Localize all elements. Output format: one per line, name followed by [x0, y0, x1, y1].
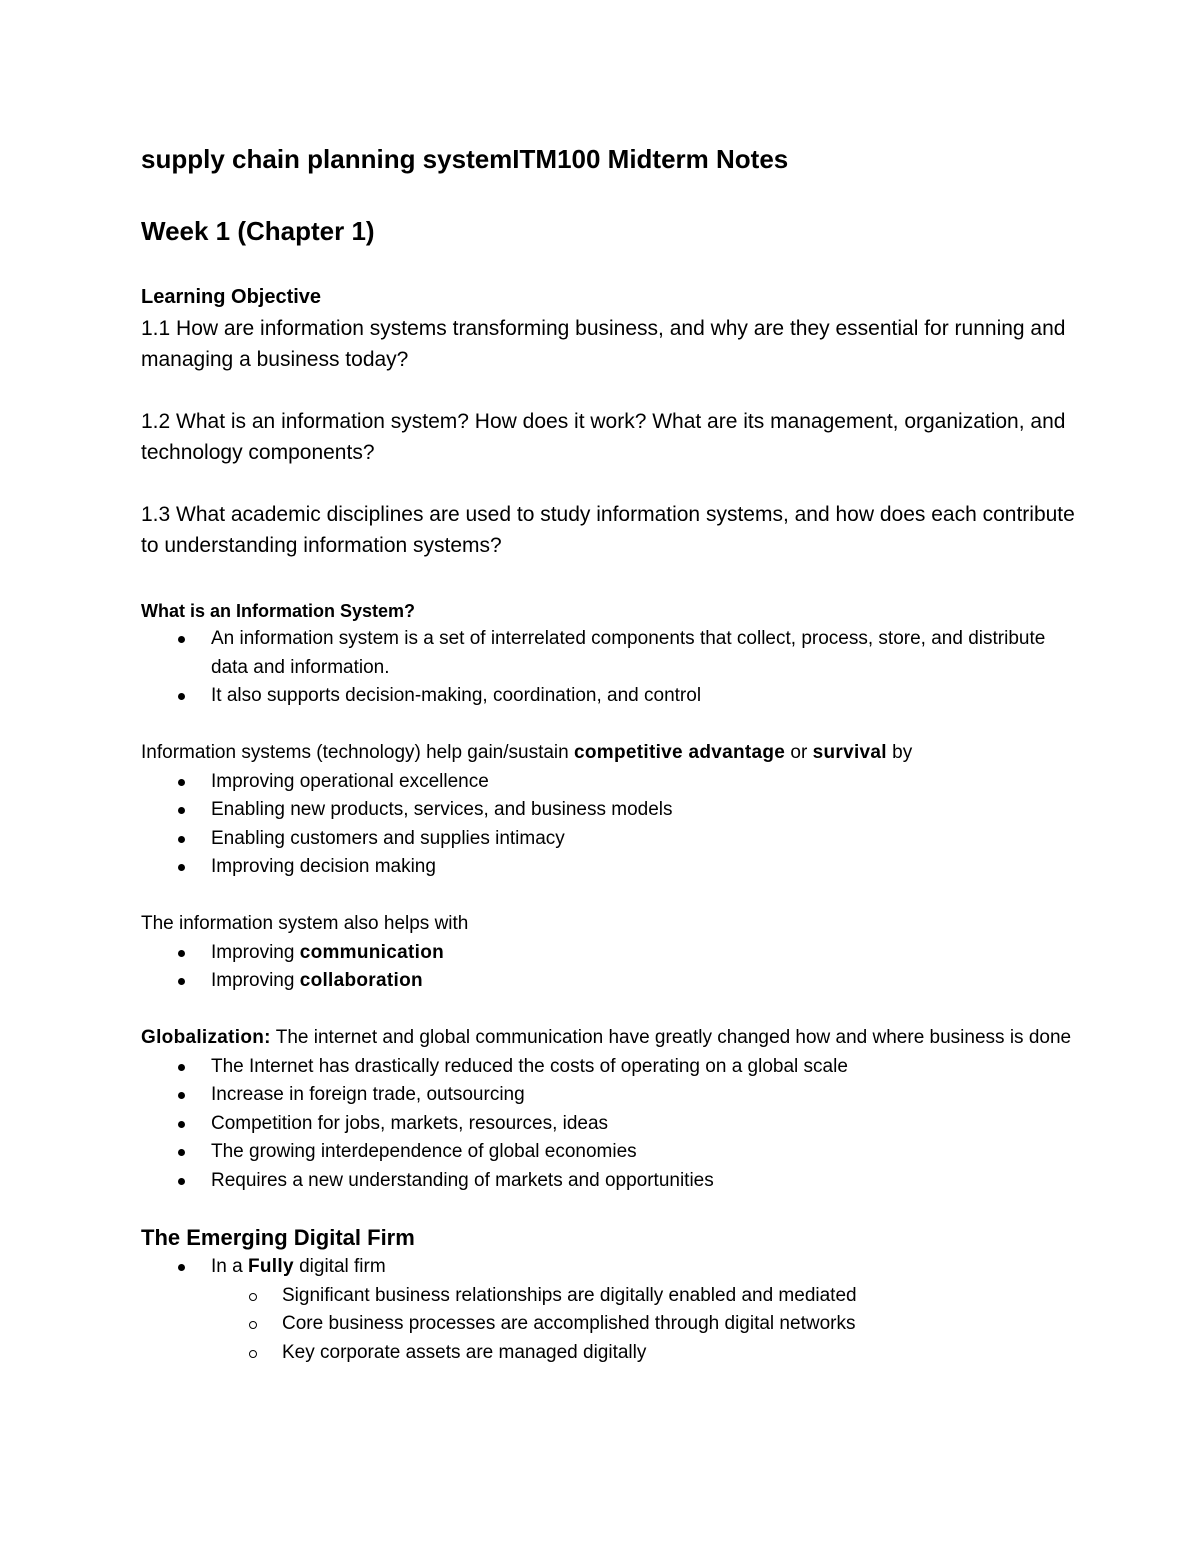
list-item: Improving operational excellence: [141, 768, 1081, 797]
sub-list-item: Significant business relationships are digitally enabled and mediated: [141, 1282, 1081, 1311]
learning-objective-heading: Learning Objective: [141, 286, 322, 308]
helps-with-list: [141, 939, 1081, 996]
list-item: It also supports decision-making, coordination, and control: [141, 682, 1081, 711]
list-item-prefix: In a: [211, 1256, 248, 1277]
globalization-text: The internet and global communication have greatly changed how and where business is done: [270, 1027, 1072, 1048]
list-item-prefix: Improving: [211, 941, 300, 963]
list-item: Enabling new products, services, and business models: [141, 796, 1081, 825]
what-is-is-heading: What is an Information System?: [141, 601, 416, 621]
helps-with-intro: The information system also helps with: [141, 913, 469, 934]
globalization-label: Globalization:: [141, 1027, 271, 1048]
digital-firm-heading: The Emerging Digital Firm: [141, 1225, 415, 1250]
list-item: Increase in foreign trade, outsourcing: [141, 1081, 1081, 1110]
competitive-intro-suffix: by: [886, 742, 913, 763]
competitive-intro-prefix: Information systems (technology) help gain/sustain: [141, 742, 574, 763]
digital-firm-sublist: [141, 1282, 1081, 1368]
competitive-intro-mid: or: [785, 742, 813, 763]
digital-firm-list: [141, 1253, 1081, 1282]
sub-list-item: Core business processes are accomplished through digital networks: [141, 1310, 1081, 1339]
list-item: [141, 939, 1081, 968]
document-title: supply chain planning systemITM100 Midterm Notes: [141, 144, 789, 174]
globalization-paragraph: [141, 1024, 1081, 1053]
sub-list-item: Key corporate assets are managed digitally: [141, 1339, 1081, 1368]
list-item-prefix: Improving: [211, 970, 300, 991]
competitive-intro: [141, 739, 1081, 768]
list-item: Requires a new understanding of markets and opportunities: [141, 1167, 1081, 1196]
objective-1-1: 1.1 How are information systems transforming business, and why are they essential for running and managing a business today?: [141, 317, 1066, 371]
list-item: The growing interdependence of global economies: [141, 1138, 1081, 1167]
week-heading: Week 1 (Chapter 1): [141, 216, 375, 246]
competitive-list: [141, 768, 1081, 882]
communication-term: communication: [299, 941, 445, 963]
list-item: Enabling customers and supplies intimacy: [141, 825, 1081, 854]
objective-1-2: 1.2 What is an information system? How does it work? What are its management, organization, and technology components?: [141, 410, 1066, 464]
objective-1-3: 1.3 What academic disciplines are used to study information systems, and how does each contribute to understanding information systems?: [141, 503, 1075, 557]
survival-term: survival: [812, 742, 887, 763]
list-item: An information system is a set of interrelated components that collect, process, store, and distribute data and information.: [141, 625, 1081, 682]
document-body: [141, 138, 1081, 1367]
list-item-suffix: digital firm: [293, 1256, 386, 1277]
what-is-is-list: [141, 625, 1081, 711]
list-item: [141, 1253, 1081, 1282]
list-item: The Internet has drastically reduced the costs of operating on a global scale: [141, 1053, 1081, 1082]
list-item: Competition for jobs, markets, resources, ideas: [141, 1110, 1081, 1139]
collaboration-term: collaboration: [299, 970, 423, 991]
list-item: [141, 967, 1081, 996]
globalization-list: [141, 1053, 1081, 1196]
fully-term: Fully: [247, 1256, 294, 1277]
competitive-advantage-term: competitive advantage: [574, 742, 786, 763]
list-item: Improving decision making: [141, 853, 1081, 882]
